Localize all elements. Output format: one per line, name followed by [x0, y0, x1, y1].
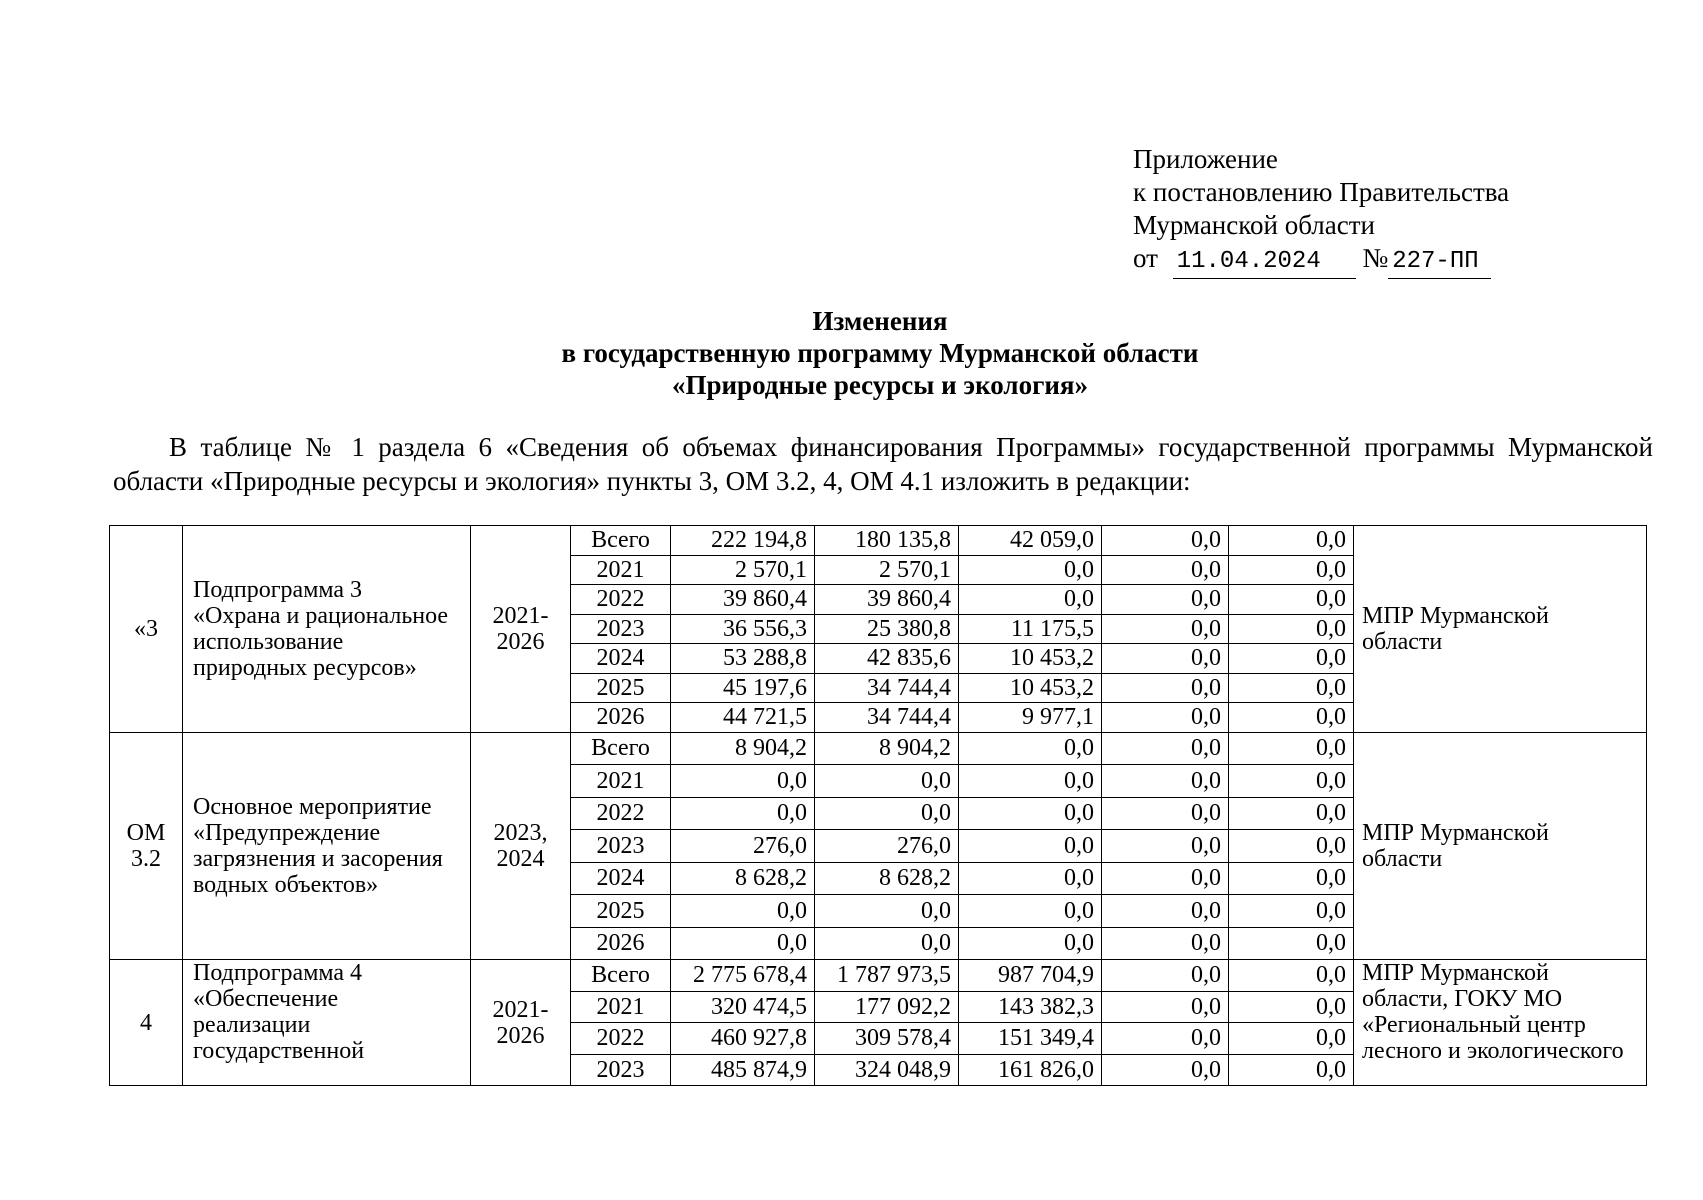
amount-cell: 39 860,4 — [671, 585, 815, 615]
item-name — [183, 526, 471, 733]
amount-cell: 0,0 — [815, 895, 959, 928]
decree-number: 227-ПП — [1388, 245, 1491, 279]
item-period-line: 2026 — [496, 1022, 545, 1049]
item-name-line: использование — [193, 628, 344, 655]
amount-cell: 42 835,6 — [815, 644, 959, 674]
year-cell: 2021 — [571, 555, 671, 585]
item-executor-line: лесного и экологического — [1362, 1038, 1624, 1064]
amount-cell: 0,0 — [1229, 614, 1354, 644]
amount-cell: 8 628,2 — [671, 862, 815, 895]
item-executor-line: МПР Мурманской — [1362, 960, 1549, 986]
amount-cell: 0,0 — [959, 585, 1102, 615]
amount-cell: 0,0 — [1229, 960, 1354, 992]
amount-cell: 276,0 — [671, 830, 815, 863]
amount-cell: 0,0 — [1229, 526, 1354, 556]
amount-cell: 0,0 — [1229, 1054, 1354, 1086]
item-executor-line: области — [1362, 628, 1443, 655]
year-cell: 2025 — [571, 895, 671, 928]
amount-cell: 0,0 — [815, 797, 959, 830]
table-row — [110, 732, 1647, 765]
item-name-line: «Охрана и рациональное — [193, 602, 449, 629]
item-name-line: Подпрограмма 3 — [193, 576, 363, 603]
amount-cell: 460 927,8 — [671, 1023, 815, 1055]
amount-cell: 0,0 — [1229, 703, 1354, 733]
amount-cell: 0,0 — [1229, 644, 1354, 674]
item-period — [471, 526, 571, 733]
amount-cell: 45 197,6 — [671, 673, 815, 703]
amount-cell: 0,0 — [1102, 732, 1229, 765]
item-code: «3 — [110, 526, 183, 733]
year-cell: 2021 — [571, 991, 671, 1023]
amount-cell: 39 860,4 — [815, 585, 959, 615]
amount-cell: 0,0 — [1229, 1023, 1354, 1055]
item-name-line: природных ресурсов» — [193, 654, 417, 681]
amount-cell: 0,0 — [959, 927, 1102, 960]
amount-cell: 0,0 — [1102, 830, 1229, 863]
amount-cell: 0,0 — [1102, 644, 1229, 674]
item-period-line: 2023, — [493, 819, 548, 846]
item-name-line: Основное мероприятие — [193, 793, 432, 820]
amount-cell: 0,0 — [1229, 830, 1354, 863]
amount-cell: 0,0 — [815, 927, 959, 960]
year-cell: 2026 — [571, 927, 671, 960]
amount-cell: 10 453,2 — [959, 644, 1102, 674]
item-executor-line: «Региональный центр — [1362, 1012, 1586, 1038]
amount-cell: 0,0 — [1229, 862, 1354, 895]
amount-cell: 0,0 — [1102, 862, 1229, 895]
amount-cell: 0,0 — [1102, 895, 1229, 928]
item-executor — [1354, 960, 1647, 1086]
amount-cell: 34 744,4 — [815, 703, 959, 733]
amount-cell: 0,0 — [1229, 765, 1354, 798]
year-cell: 2023 — [571, 614, 671, 644]
item-executor-line: МПР Мурманской — [1362, 819, 1549, 846]
title-line-3: «Природные ресурсы и экология» — [671, 370, 1089, 400]
amount-cell: 177 092,2 — [815, 991, 959, 1023]
amount-cell: 276,0 — [815, 830, 959, 863]
amount-cell: 1 787 973,5 — [815, 960, 959, 992]
amount-cell: 0,0 — [1229, 673, 1354, 703]
title-line-2: в государственную программу Мурманской области — [561, 338, 1199, 368]
amount-cell: 0,0 — [959, 830, 1102, 863]
amount-cell: 8 904,2 — [671, 732, 815, 765]
item-name — [183, 732, 471, 960]
amount-cell: 0,0 — [1229, 927, 1354, 960]
amount-cell: 34 744,4 — [815, 673, 959, 703]
amount-cell: 0,0 — [1229, 991, 1354, 1023]
appendix-heading: Приложение — [1133, 144, 1278, 174]
item-name — [183, 960, 471, 1086]
amount-cell: 309 578,4 — [815, 1023, 959, 1055]
table-row — [110, 526, 1647, 556]
item-code: 4 — [110, 960, 183, 1086]
amount-cell: 2 570,1 — [671, 555, 815, 585]
item-executor — [1354, 526, 1647, 733]
item-name-line: «Обеспечение — [193, 986, 339, 1012]
appendix-block — [1133, 143, 1509, 279]
amount-cell: 0,0 — [1229, 797, 1354, 830]
amount-cell: 320 474,5 — [671, 991, 815, 1023]
amount-cell: 42 059,0 — [959, 526, 1102, 556]
amount-cell: 0,0 — [1102, 673, 1229, 703]
amount-cell: 222 194,8 — [671, 526, 815, 556]
item-period-line: 2021- — [492, 996, 549, 1023]
year-cell: 2024 — [571, 644, 671, 674]
amount-cell: 0,0 — [1102, 526, 1229, 556]
item-period-line: 2026 — [496, 628, 545, 655]
amount-cell: 25 380,8 — [815, 614, 959, 644]
amount-cell: 0,0 — [1229, 895, 1354, 928]
appendix-date-line — [1133, 242, 1509, 279]
amount-cell: 143 382,3 — [959, 991, 1102, 1023]
year-cell: 2021 — [571, 765, 671, 798]
amount-cell: 0,0 — [1102, 960, 1229, 992]
amount-cell: 9 977,1 — [959, 703, 1102, 733]
amount-cell: 0,0 — [1102, 1054, 1229, 1086]
financing-table — [109, 525, 1647, 1086]
year-cell: 2025 — [571, 673, 671, 703]
amount-cell: 0,0 — [1102, 765, 1229, 798]
amount-cell: 0,0 — [1102, 927, 1229, 960]
amount-cell: 0,0 — [1102, 1023, 1229, 1055]
item-name-line: «Предупреждение — [193, 819, 381, 846]
item-executor-line: области, ГОКУ МО — [1362, 986, 1563, 1012]
item-executor-line: области — [1362, 845, 1443, 872]
item-executor-line: МПР Мурманской — [1362, 602, 1549, 629]
amount-cell: 0,0 — [1102, 797, 1229, 830]
amount-cell: 2 775 678,4 — [671, 960, 815, 992]
year-cell: 2022 — [571, 585, 671, 615]
amount-cell: 0,0 — [959, 797, 1102, 830]
item-period-line: 2021- — [492, 602, 549, 629]
amount-cell: 0,0 — [1102, 703, 1229, 733]
intro-paragraph: В таблице № 1 раздела 6 «Сведения об объемах финансирования Программы» государственной программы Мурманской области «Природные ресурсы и экология» пункты 3, ОМ 3.2, 4, ОМ 4.1 изложить в редакции: — [113, 432, 1653, 496]
amount-cell: 0,0 — [671, 765, 815, 798]
table-row — [110, 960, 1647, 992]
amount-cell: 0,0 — [959, 895, 1102, 928]
year-cell: Всего — [571, 732, 671, 765]
year-cell: 2026 — [571, 703, 671, 733]
item-executor — [1354, 732, 1647, 960]
amount-cell: 11 175,5 — [959, 614, 1102, 644]
year-cell: Всего — [571, 526, 671, 556]
amount-cell: 0,0 — [671, 927, 815, 960]
year-cell: 2022 — [571, 1023, 671, 1055]
amount-cell: 0,0 — [1229, 732, 1354, 765]
item-name-line: водных объектов» — [193, 871, 379, 898]
amount-cell: 0,0 — [959, 765, 1102, 798]
amount-cell: 987 704,9 — [959, 960, 1102, 992]
year-cell: 2022 — [571, 797, 671, 830]
from-label: от — [1133, 243, 1158, 273]
item-name-line: Подпрограмма 4 — [193, 960, 363, 986]
amount-cell: 0,0 — [959, 732, 1102, 765]
item-name-line: государственной — [193, 1038, 365, 1064]
item-code: ОМ 3.2 — [110, 732, 183, 960]
amount-cell: 485 874,9 — [671, 1054, 815, 1086]
amount-cell: 8 904,2 — [815, 732, 959, 765]
amount-cell: 0,0 — [1102, 555, 1229, 585]
amount-cell: 53 288,8 — [671, 644, 815, 674]
item-period — [471, 732, 571, 960]
amount-cell: 10 453,2 — [959, 673, 1102, 703]
amount-cell: 151 349,4 — [959, 1023, 1102, 1055]
item-name-line: реализации — [193, 1012, 311, 1038]
year-cell: Всего — [571, 960, 671, 992]
amount-cell: 2 570,1 — [815, 555, 959, 585]
amount-cell: 161 826,0 — [959, 1054, 1102, 1086]
amount-cell: 324 048,9 — [815, 1054, 959, 1086]
amount-cell: 0,0 — [1229, 555, 1354, 585]
amount-cell: 44 721,5 — [671, 703, 815, 733]
amount-cell: 0,0 — [1102, 991, 1229, 1023]
amount-cell: 0,0 — [671, 797, 815, 830]
item-name-line: загрязнения и засорения — [193, 845, 443, 872]
year-cell: 2023 — [571, 1054, 671, 1086]
amount-cell: 0,0 — [815, 765, 959, 798]
document-title — [0, 305, 1703, 401]
amount-cell: 36 556,3 — [671, 614, 815, 644]
year-cell: 2023 — [571, 830, 671, 863]
appendix-region-line: Мурманской области — [1133, 210, 1375, 240]
title-line-1: Изменения — [812, 306, 948, 336]
number-label: № — [1362, 243, 1389, 273]
item-period-line: 2024 — [496, 845, 545, 872]
appendix-ref-line: к постановлению Правительства — [1133, 177, 1510, 207]
amount-cell: 0,0 — [671, 895, 815, 928]
decree-date: 11.04.2024 — [1173, 245, 1356, 279]
amount-cell: 180 135,8 — [815, 526, 959, 556]
amount-cell: 0,0 — [959, 555, 1102, 585]
amount-cell: 0,0 — [1102, 585, 1229, 615]
year-cell: 2024 — [571, 862, 671, 895]
amount-cell: 8 628,2 — [815, 862, 959, 895]
amount-cell: 0,0 — [959, 862, 1102, 895]
amount-cell: 0,0 — [1102, 614, 1229, 644]
amount-cell: 0,0 — [1229, 585, 1354, 615]
item-period — [471, 960, 571, 1086]
